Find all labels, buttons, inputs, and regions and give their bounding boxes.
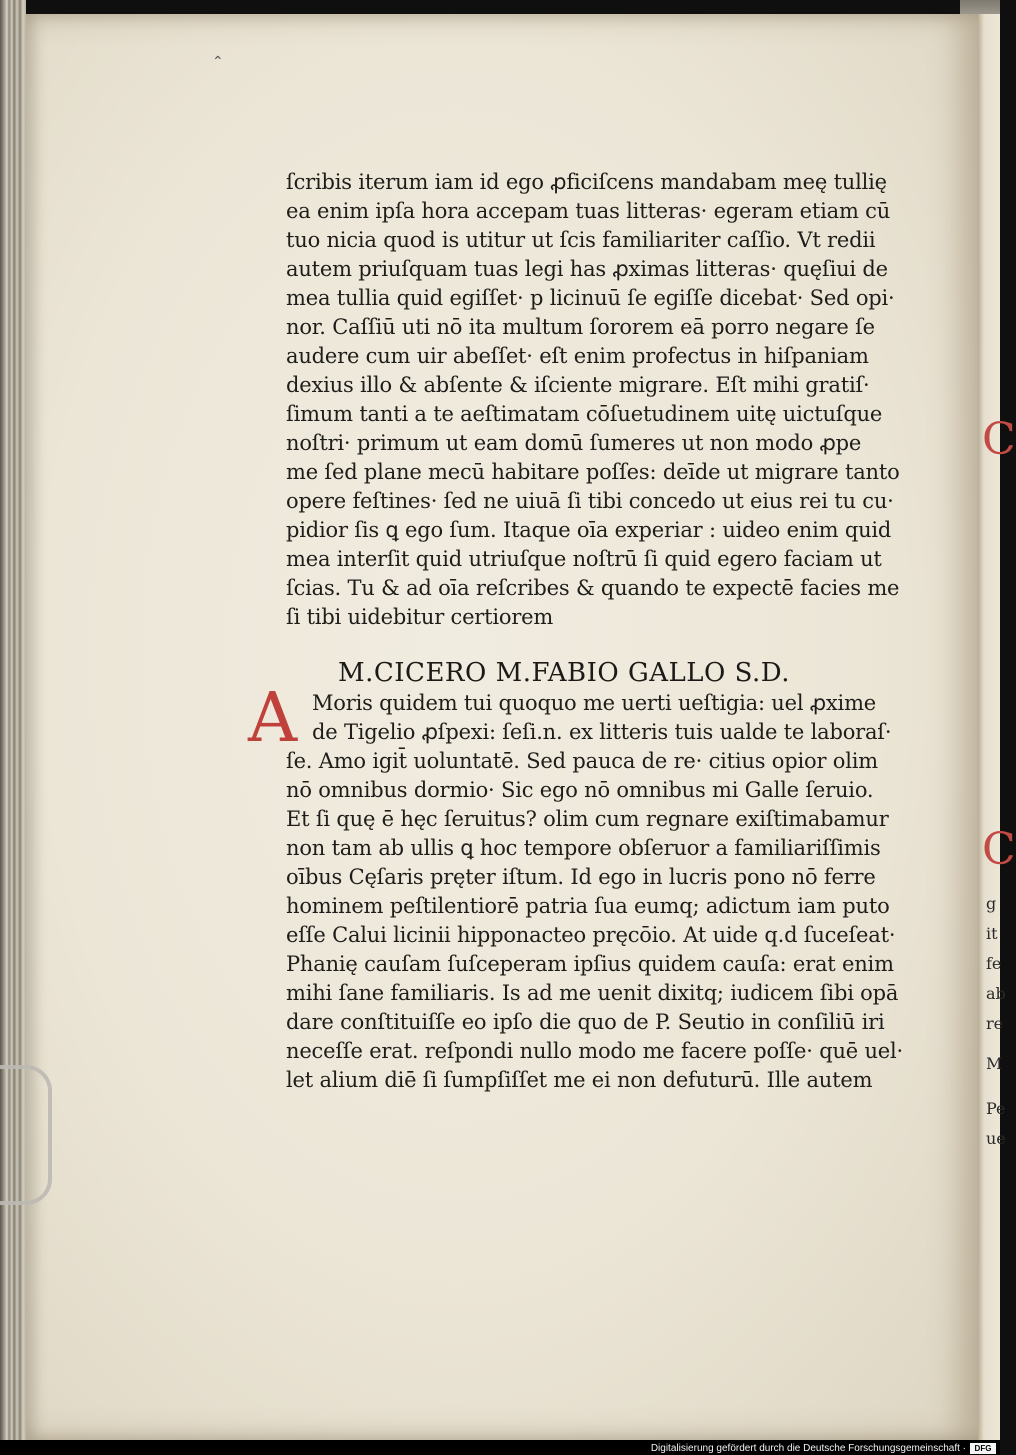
text-line: ſe. Amo igit̄ uoluntatē. Sed pauca de re· citius opior olim [286,749,878,773]
text-line: eſſe Calui licinii hipponacteo pręcōio. At uide q.d ſuceſeat· [286,923,896,947]
text-line: ſcias. Tu & ad oīa reſcribes & quando te expectē facies me [286,576,900,600]
letter-heading: M.CICERO M.FABIO GALLO S.D. [338,658,790,688]
adjacent-page-fragment: C [982,414,1016,465]
adjacent-page-fragment: ue [986,1129,1006,1148]
text-line: ſimum tanti a te aeſtimatam cōſuetudinem uitę uictuſque [286,402,883,426]
text-line: me ſed plane mecū habitare poſſes: deīde ut migrare tanto [286,460,900,484]
text-line: mea interſit quid utriuſque noſtrū ſi quid egero faciam ut [286,547,882,571]
dfg-logo: DFG [970,1443,996,1454]
text-line: nō omnibus dormio· Sic ego nō omnibus mi Galle ſeruio. [286,778,874,802]
text-line: ea enim ipſa hora accepam tuas litteras· egeram etiam cū [286,199,891,223]
text-line: ſcribis iterum iam id ego ꝓficiſcens mandabam meę tullię [286,170,887,194]
text-line: dare conſtituiſſe eo ipſo die quo de P. Seutio in conſiliū iri [286,1010,885,1034]
text-line: Phanię cauſam ſuſceperam ipſius quidem cauſa: erat enim [286,952,894,976]
text-line: Moris quidem tui quoquo me uerti ueſtigia: uel ꝓxime [312,691,877,715]
text-line: pidior ſis ꝗ ego ſum. Itaque oīa experiar : uideo enim quid [286,518,892,542]
second-letter-text [248,679,904,1095]
adjacent-page-fragment: C [982,824,1016,875]
text-line: de Tigelio ꝓſpexi: ſeſi.n. ex litteris tuis ualde te laboraſ· [312,720,892,744]
text-line: mihi ſane familiaris. Is ad me uenit dixitq; iudicem ſibi opā [286,981,899,1005]
text-line: Et ſi quę ē hęc ſeruitus? olim cum regnare exiſtimabamur [286,807,889,831]
red-initial-letter: A [248,679,298,758]
text-line: autem priuſquam tuas legi has ꝓximas litteras· quęſiui de [286,257,888,281]
text-line: non tam ab ullis ꝗ hoc tempore obſeruor a familiariſſimis [286,836,881,860]
text-line: oībus Cęſaris pręter iſtum. Id ego in lucris pono nō ferre [286,865,876,889]
book-top-edge [960,0,1000,14]
text-line: hominem peſtilentiorē patria ſua eumq; adictum iam puto [286,894,890,918]
footer-bar [0,1440,1000,1455]
text-line: neceſſe erat. reſpondi nullo modo me facere poſſe· quē uel· [286,1039,904,1063]
text-line: let alium diē ſi ſumpſiſſet me ei non defuturū. Ille autem [286,1068,873,1092]
text-line: mea tullia quid egiſſet· p licinuū ſe egiſſe dicebat· Sed opi· [286,286,895,310]
text-line: nor. Caſſiū uti nō ita multum ſororem eā porro negare ſe [286,315,875,339]
text-line: noſtri· primum ut eam domū ſumeres ut non modo ꝓpe [286,431,862,455]
text-line: dexius illo & abſente & iſciente migrare. Eſt mihi gratiſ· [286,373,870,397]
adjacent-page-fragment: re [986,1014,1004,1033]
page-clip [0,1065,52,1205]
text-line: tuo nicia quod is utitur ut ſcis familiariter caſſio. Vt redii [286,228,876,252]
page-mark: ⌃ [212,54,224,70]
adjacent-page-fragment: it [986,924,998,943]
footer-credit: Digitalisierung gefördert durch die Deutsche Forschungsgemeinschaft · [650,1443,966,1454]
text-line: audere cum uir abeſſet· eſt enim profectus in hiſpaniam [286,344,869,368]
adjacent-page-fragment: M [986,1054,1003,1073]
adjacent-page-fragment: Pe [986,1099,1006,1118]
adjacent-page-edge [978,14,1016,1440]
book-binding-edge [0,0,26,1440]
first-letter-text [286,168,900,632]
adjacent-page-fragment: g [986,894,997,913]
adjacent-page-fragment: ab [986,984,1006,1003]
text-line: opere feſtines· ſed ne uiuā ſi tibi concedo ut eius rei tu cu· [286,489,894,513]
adjacent-page-fragment: fe [986,954,1002,973]
text-line: ſi tibi uidebitur certiorem [286,605,554,629]
